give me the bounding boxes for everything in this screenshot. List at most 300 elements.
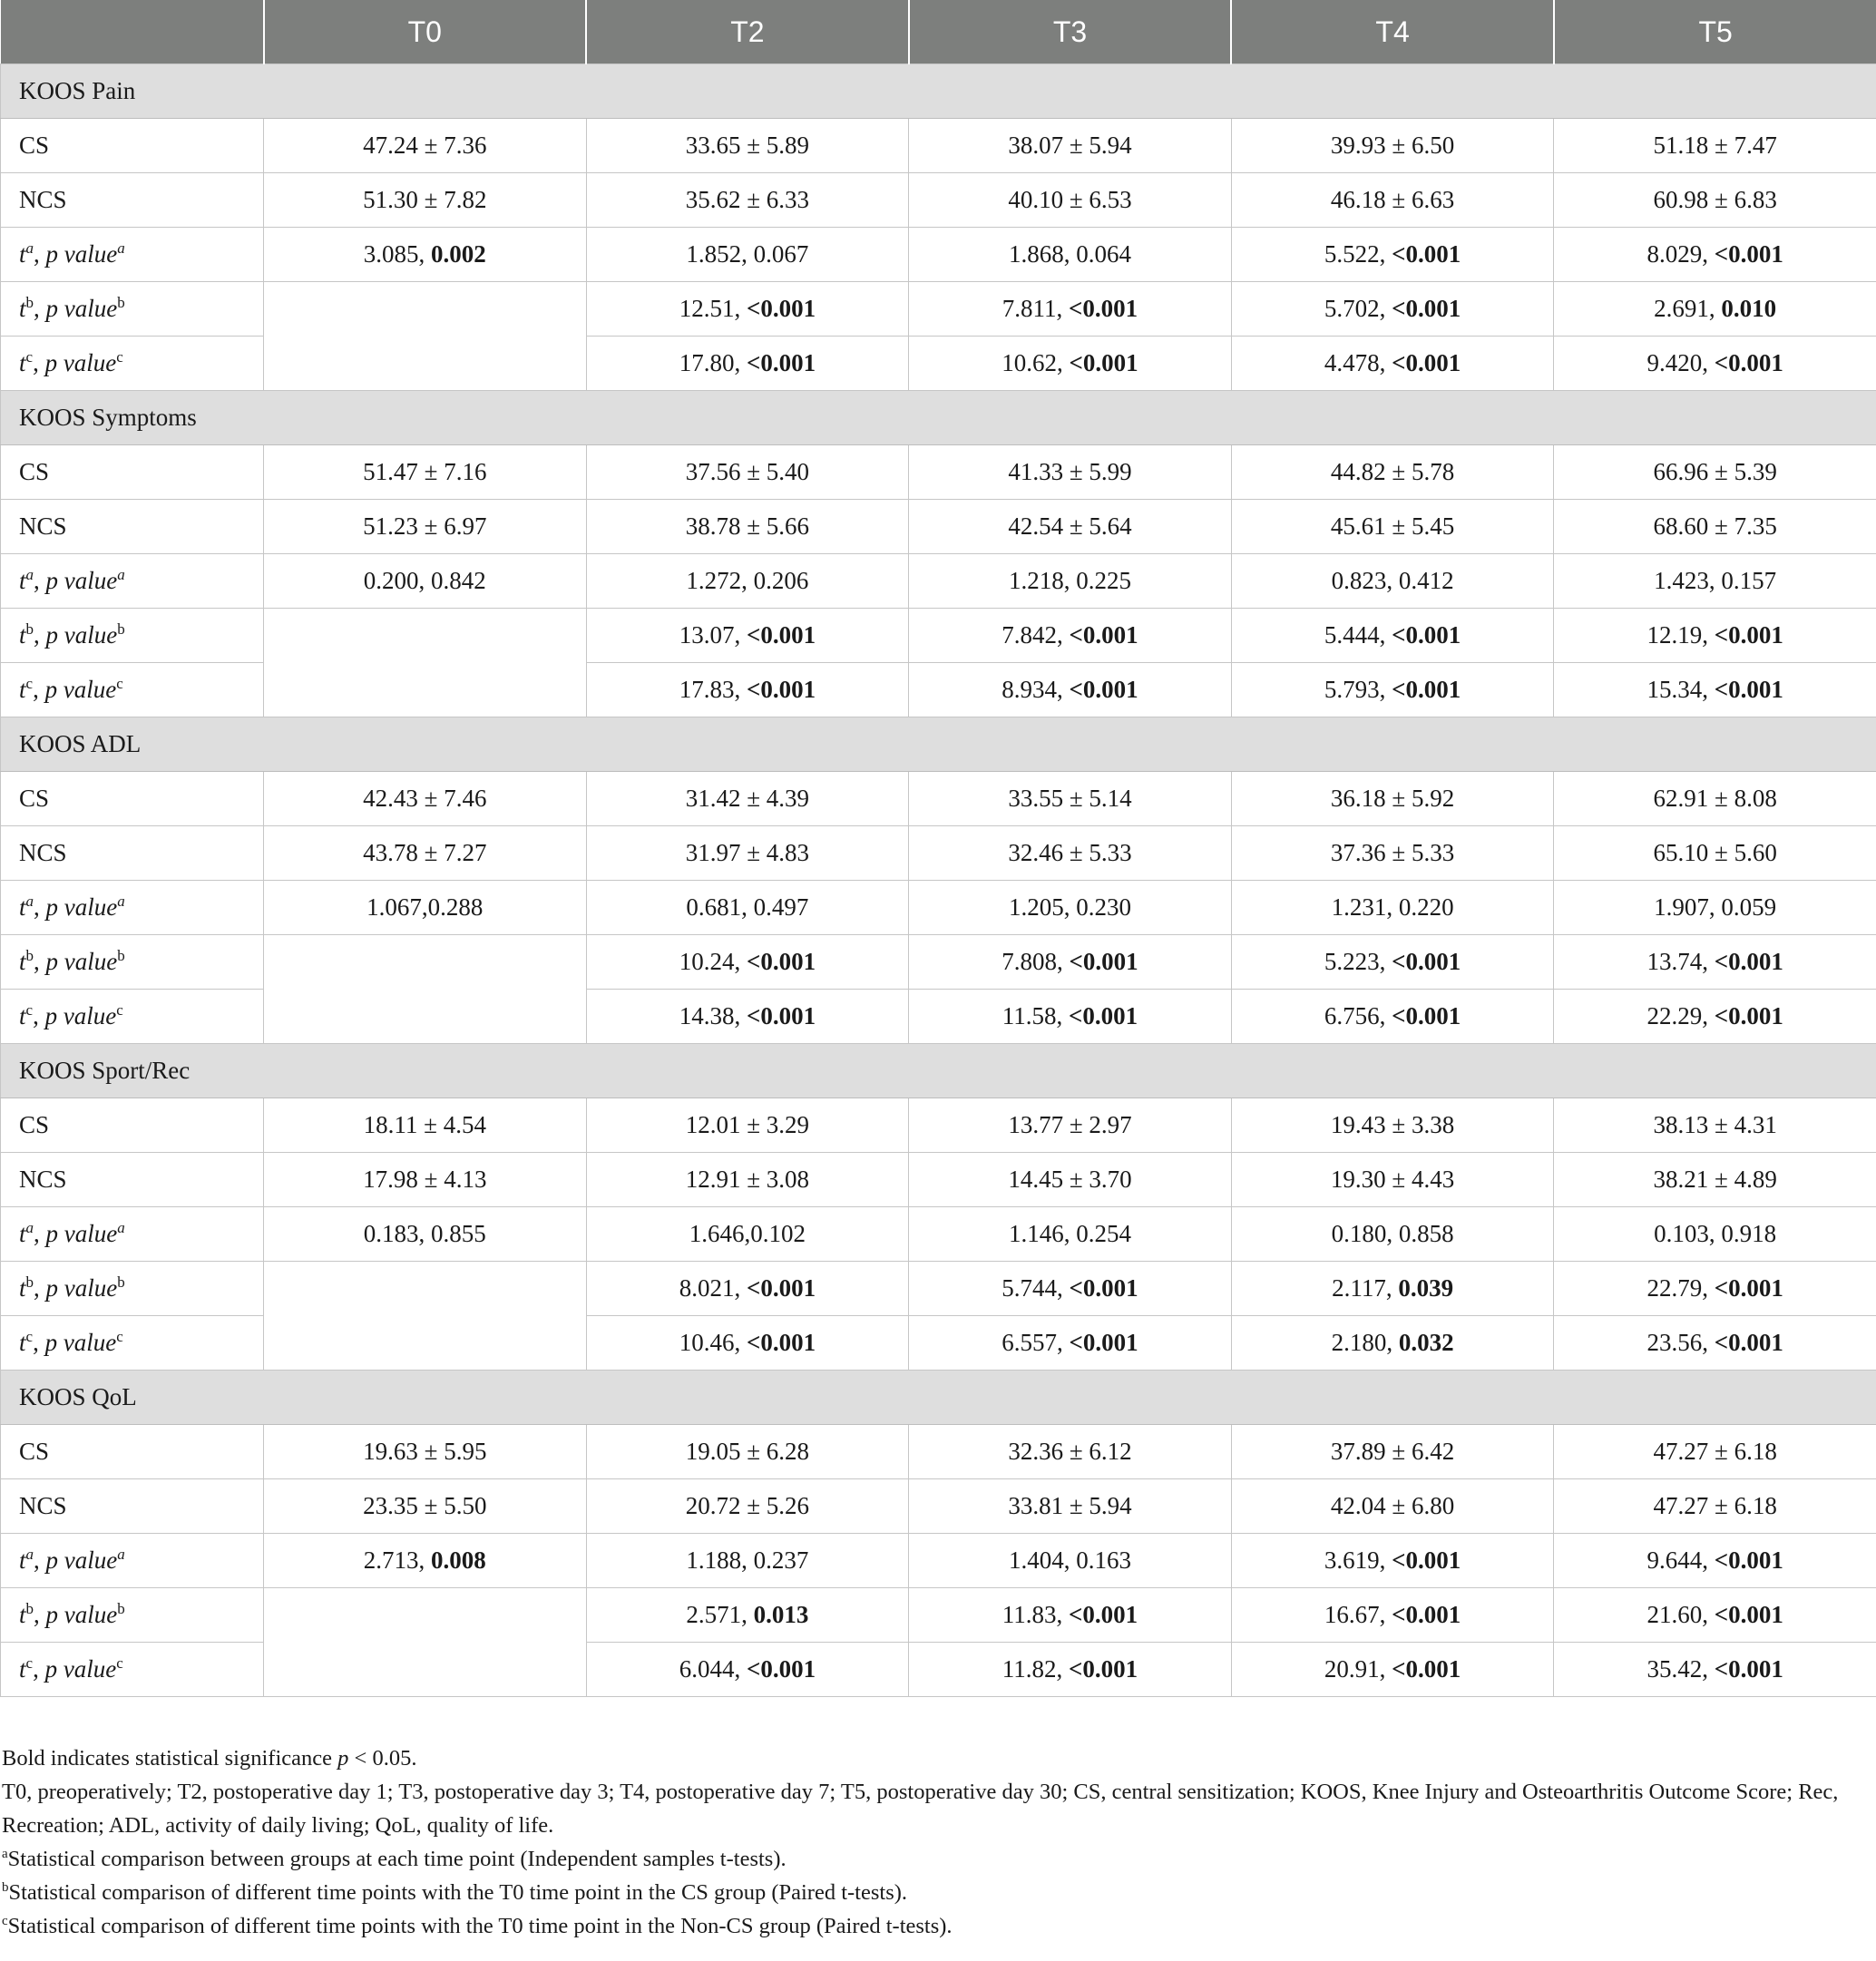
header-cell-t2: T2 [586,0,909,64]
p-value: <0.001 [746,295,816,322]
stat-cell [586,609,909,663]
mean-sd-cell: 47.27 ± 6.18 [1554,1479,1876,1534]
t-statistic: 23.56, [1646,1329,1715,1356]
row-label-cs: CS [1,119,264,173]
p-value: <0.001 [746,1329,816,1356]
p-value: 0.497 [753,893,809,921]
t-statistic: 1.231, [1331,893,1399,921]
stat-cell [1554,663,1876,717]
table-row-ncs [1,173,1876,228]
mean-sd-cell: 17.98 ± 4.13 [264,1153,587,1207]
p-value: 0.002 [431,240,486,268]
note-bold-p: p [337,1746,349,1771]
mean-sd-cell: 33.55 ± 5.14 [909,772,1232,826]
table-body [1,64,1876,1697]
p-value: <0.001 [1392,295,1461,322]
t-statistic: 1.067, [366,893,428,921]
stat-cell [1554,228,1876,282]
p-value: 0.230 [1076,893,1131,921]
stat-cell [264,554,587,609]
row-label-cs: CS [1,1425,264,1479]
table-row-ncs [1,500,1876,554]
mean-sd-cell: 43.78 ± 7.27 [264,826,587,881]
p-value: <0.001 [1714,240,1783,268]
t-statistic: 1.423, [1654,567,1722,594]
p-value: 0.067 [753,240,809,268]
mean-sd-cell: 19.63 ± 5.95 [264,1425,587,1479]
p-value-label: p value [44,1655,117,1683]
t-symbol: t [19,240,26,268]
t-statistic: 5.522, [1324,240,1392,268]
note-bold-significance [0,1741,1876,1775]
superscript-b: b [25,947,34,964]
t-statistic: 22.29, [1646,1002,1715,1029]
mean-sd-cell: 66.96 ± 5.39 [1554,445,1876,500]
row-label-t-b [1,1588,264,1643]
section-title: KOOS Symptoms [1,391,1876,445]
p-value: <0.001 [1714,349,1783,376]
separator: , [33,676,45,703]
separator: , [34,948,46,975]
t-statistic: 1.907, [1654,893,1722,921]
stat-cell [1231,1588,1554,1643]
t-statistic: 0.180, [1331,1220,1399,1247]
stat-cell [909,1262,1232,1316]
mean-sd-cell: 31.42 ± 4.39 [586,772,909,826]
mean-sd-cell: 41.33 ± 5.99 [909,445,1232,500]
mean-sd-cell: 32.46 ± 5.33 [909,826,1232,881]
stat-cell [1554,990,1876,1044]
section-header-row [1,391,1876,445]
separator: , [33,1329,45,1356]
p-value: 0.225 [1076,567,1131,594]
table-row-tb [1,1262,1876,1316]
t-statistic: 10.46, [679,1329,747,1356]
stat-cell [909,609,1232,663]
table-row-tb [1,935,1876,990]
stat-cell [264,881,587,935]
table-row-cs [1,772,1876,826]
t-statistic: 1.146, [1008,1220,1077,1247]
t-symbol: t [19,1601,26,1628]
p-value: <0.001 [1392,349,1461,376]
superscript-c: c [25,675,34,692]
p-value: 0.157 [1721,567,1777,594]
section-title: KOOS Pain [1,64,1876,119]
mean-sd-cell: 12.91 ± 3.08 [586,1153,909,1207]
p-value: <0.001 [1392,1601,1461,1628]
stat-cell [586,663,909,717]
superscript-b: b [25,294,34,311]
separator: , [33,349,45,376]
superscript-b: b [117,1600,125,1617]
mean-sd-cell: 19.43 ± 3.38 [1231,1098,1554,1153]
p-value: <0.001 [746,676,816,703]
t-statistic: 5.744, [1002,1274,1070,1302]
p-value: <0.001 [1714,621,1783,649]
t-symbol: t [19,893,26,921]
note-b-text: Statistical comparison of different time points with the T0 time point in the CS group (Paired t-tests). [8,1880,908,1905]
p-value: <0.001 [1069,1601,1138,1628]
stat-cell [1231,609,1554,663]
t-symbol: t [19,1274,26,1302]
p-value: <0.001 [1714,676,1783,703]
t-statistic: 0.103, [1654,1220,1722,1247]
p-value-label: p value [44,676,117,703]
t-statistic: 11.82, [1002,1655,1070,1683]
table-row-ta [1,554,1876,609]
table-row-cs [1,1098,1876,1153]
t-statistic: 1.646, [689,1220,751,1247]
separator: , [34,1220,46,1247]
p-value-label: p value [45,1601,118,1628]
superscript-c: c [116,1328,123,1345]
p-value: <0.001 [1392,1655,1461,1683]
row-label-t-b [1,1262,264,1316]
t-statistic: 1.852, [686,240,754,268]
t-statistic: 5.223, [1324,948,1392,975]
stat-cell [586,1207,909,1262]
superscript-b: b [25,1273,34,1291]
row-label-t-a [1,554,264,609]
separator: , [34,567,46,594]
t-statistic: 1.188, [686,1546,754,1574]
p-value: <0.001 [746,621,816,649]
t-statistic: 6.044, [679,1655,747,1683]
mean-sd-cell: 23.35 ± 5.50 [264,1479,587,1534]
table-row-ta [1,1534,1876,1588]
p-value: 0.842 [431,567,486,594]
mean-sd-cell: 51.30 ± 7.82 [264,173,587,228]
p-value: 0.039 [1398,1274,1454,1302]
t-statistic: 1.404, [1008,1546,1077,1574]
mean-sd-cell: 51.47 ± 7.16 [264,445,587,500]
stat-cell [1231,282,1554,337]
p-value: <0.001 [746,1002,816,1029]
superscript-c: c [25,1328,34,1345]
row-label-t-c [1,663,264,717]
row-label-cs: CS [1,445,264,500]
superscript-a: a [25,1546,34,1563]
t-statistic: 35.42, [1646,1655,1715,1683]
table-row-cs [1,445,1876,500]
stat-cell [909,1207,1232,1262]
superscript-a: a [25,893,34,910]
mean-sd-cell: 37.56 ± 5.40 [586,445,909,500]
separator: , [34,295,46,322]
p-value: <0.001 [1714,1546,1783,1574]
t-symbol: t [19,1329,26,1356]
blank-t0-cell [264,282,587,391]
row-label-ncs: NCS [1,1479,264,1534]
t-statistic: 0.823, [1331,567,1399,594]
p-value: <0.001 [1392,240,1461,268]
p-value: <0.001 [1392,676,1461,703]
p-value-label: p value [45,240,118,268]
row-label-t-c [1,1643,264,1697]
p-value: 0.013 [753,1601,809,1628]
p-value: <0.001 [1069,1329,1138,1356]
p-value: <0.001 [1714,1329,1783,1356]
mean-sd-cell: 44.82 ± 5.78 [1231,445,1554,500]
p-value-label: p value [45,893,118,921]
stat-cell [909,1643,1232,1697]
p-value: 0.010 [1721,295,1777,322]
stat-cell [1231,228,1554,282]
table-row-ncs [1,1153,1876,1207]
stat-cell [1554,1207,1876,1262]
mean-sd-cell: 37.89 ± 6.42 [1231,1425,1554,1479]
p-value-label: p value [45,1274,118,1302]
p-value: <0.001 [1714,948,1783,975]
note-abbreviations: T0, preoperatively; T2, postoperative day 1; T3, postoperative day 3; T4, postoperative day 7; T5, postoperative day 30; CS, central sensitization; KOOS, Knee Injury and Osteoarthritis Outcome Score; Rec, Recreation; ADL, activity of daily living; QoL, quality of life. [2,1780,1839,1838]
mean-sd-cell: 33.81 ± 5.94 [909,1479,1232,1534]
superscript-c: c [116,348,123,366]
mean-sd-cell: 38.13 ± 4.31 [1554,1098,1876,1153]
note-a [0,1842,1876,1876]
p-value-label: p value [44,349,117,376]
stat-cell [586,228,909,282]
stat-cell [909,228,1232,282]
t-statistic: 1.272, [686,567,754,594]
superscript-b: b [117,620,125,638]
separator: , [33,1655,45,1683]
stat-cell [586,554,909,609]
t-statistic: 13.07, [679,621,747,649]
t-statistic: 5.444, [1324,621,1392,649]
p-value: <0.001 [1069,1655,1138,1683]
row-label-t-a [1,1207,264,1262]
row-label-ncs: NCS [1,173,264,228]
p-value-label: p value [45,295,118,322]
stat-cell [909,990,1232,1044]
mean-sd-cell: 42.43 ± 7.46 [264,772,587,826]
row-label-t-b [1,609,264,663]
p-value: <0.001 [746,1274,816,1302]
row-label-ncs: NCS [1,500,264,554]
p-value-label: p value [45,948,118,975]
stat-cell [586,935,909,990]
row-label-cs: CS [1,772,264,826]
p-value: 0.918 [1721,1220,1777,1247]
blank-t0-cell [264,935,587,1044]
p-value: 0.858 [1398,1220,1454,1247]
stat-cell [1231,935,1554,990]
stat-cell [909,935,1232,990]
mean-sd-cell: 38.78 ± 5.66 [586,500,909,554]
p-value: 0.237 [753,1546,809,1574]
stat-cell [1554,282,1876,337]
p-value-label: p value [44,1329,117,1356]
mean-sd-cell: 68.60 ± 7.35 [1554,500,1876,554]
row-label-cs: CS [1,1098,264,1153]
t-symbol: t [19,676,26,703]
p-value: <0.001 [746,1655,816,1683]
p-value: <0.001 [1714,1002,1783,1029]
section-header-row [1,717,1876,772]
t-statistic: 7.842, [1002,621,1070,649]
section-title: KOOS QoL [1,1371,1876,1425]
mean-sd-cell: 38.21 ± 4.89 [1554,1153,1876,1207]
mean-sd-cell: 35.62 ± 6.33 [586,173,909,228]
stat-cell [586,1588,909,1643]
separator: , [34,240,46,268]
p-value-label: p value [45,1546,118,1574]
stat-cell [909,1316,1232,1371]
t-statistic: 4.478, [1324,349,1392,376]
row-label-t-c [1,1316,264,1371]
mean-sd-cell: 60.98 ± 6.83 [1554,173,1876,228]
p-value: <0.001 [1392,948,1461,975]
t-statistic: 11.58, [1002,1002,1070,1029]
p-value: <0.001 [1069,1002,1138,1029]
t-statistic: 20.91, [1324,1655,1392,1683]
section-header-row [1,64,1876,119]
stat-cell [586,881,909,935]
t-statistic: 7.811, [1002,295,1070,322]
stat-cell [1231,1207,1554,1262]
t-statistic: 2.713, [363,1546,432,1574]
t-statistic: 5.702, [1324,295,1392,322]
p-value-label: p value [45,1220,118,1247]
superscript-b: b [117,947,125,964]
p-value: 0.855 [431,1220,486,1247]
mean-sd-cell: 13.77 ± 2.97 [909,1098,1232,1153]
stat-cell [909,1534,1232,1588]
p-value: 0.412 [1398,567,1454,594]
section-header-row [1,1044,1876,1098]
stat-cell [1231,881,1554,935]
row-label-ncs: NCS [1,1153,264,1207]
p-value: 0.008 [431,1546,486,1574]
t-symbol: t [19,349,26,376]
stat-cell [264,1534,587,1588]
row-label-t-b [1,282,264,337]
blank-t0-cell [264,1588,587,1697]
t-statistic: 11.83, [1002,1601,1070,1628]
superscript-a: a [117,893,125,910]
p-value: <0.001 [746,948,816,975]
t-statistic: 2.117, [1332,1274,1399,1302]
p-value: 0.163 [1076,1546,1131,1574]
separator: , [34,1274,46,1302]
t-symbol: t [19,1002,26,1029]
stat-cell [1231,1316,1554,1371]
t-statistic: 0.200, [363,567,432,594]
t-symbol: t [19,948,26,975]
mean-sd-cell: 46.18 ± 6.63 [1231,173,1554,228]
blank-t0-cell [264,1262,587,1371]
stat-cell [1554,1534,1876,1588]
stat-cell [586,990,909,1044]
t-statistic: 3.085, [363,240,432,268]
mean-sd-cell: 19.30 ± 4.43 [1231,1153,1554,1207]
superscript-a: a [117,1546,125,1563]
note-a-mark: a [2,1846,8,1861]
superscript-b: b [117,1273,125,1291]
t-statistic: 2.691, [1654,295,1722,322]
note-c [0,1909,1876,1943]
mean-sd-cell: 62.91 ± 8.08 [1554,772,1876,826]
table-row-tb [1,282,1876,337]
separator: , [33,1002,45,1029]
mean-sd-cell: 33.65 ± 5.89 [586,119,909,173]
p-value: <0.001 [1714,1655,1783,1683]
p-value: <0.001 [1069,349,1138,376]
p-value: <0.001 [1069,621,1138,649]
note-c-text: Statistical comparison of different time points with the T0 time point in the Non-CS group (Paired t-tests). [7,1914,953,1938]
table-row-tb [1,609,1876,663]
stat-cell [1231,1262,1554,1316]
stat-cell [1554,1588,1876,1643]
note-bold-threshold: < 0.05. [348,1746,417,1771]
t-statistic: 9.420, [1646,349,1715,376]
mean-sd-cell: 12.01 ± 3.29 [586,1098,909,1153]
separator: , [34,1546,46,1574]
mean-sd-cell: 20.72 ± 5.26 [586,1479,909,1534]
section-header-row [1,1371,1876,1425]
header-row [1,0,1876,64]
superscript-a: a [25,566,34,583]
note-a-text: Statistical comparison between groups at each time point (Independent samples t-tests). [7,1847,787,1871]
header-cell-blank [1,0,264,64]
t-symbol: t [19,1546,26,1574]
p-value: <0.001 [746,349,816,376]
superscript-b: b [25,620,34,638]
t-statistic: 8.029, [1646,240,1715,268]
superscript-a: a [25,239,34,257]
t-statistic: 1.218, [1008,567,1077,594]
p-value: <0.001 [1069,1274,1138,1302]
stat-cell [909,881,1232,935]
mean-sd-cell: 37.36 ± 5.33 [1231,826,1554,881]
p-value: <0.001 [1069,295,1138,322]
stat-cell [586,1316,909,1371]
stat-cell [1554,1316,1876,1371]
superscript-c: c [116,675,123,692]
p-value: 0.206 [753,567,809,594]
header-cell-t3: T3 [909,0,1232,64]
mean-sd-cell: 31.97 ± 4.83 [586,826,909,881]
row-label-t-c [1,990,264,1044]
mean-sd-cell: 45.61 ± 5.45 [1231,500,1554,554]
mean-sd-cell: 32.36 ± 6.12 [909,1425,1232,1479]
stat-cell [1554,337,1876,391]
separator: , [34,1601,46,1628]
separator: , [34,893,46,921]
t-symbol: t [19,295,26,322]
row-label-t-a [1,228,264,282]
t-statistic: 10.24, [679,948,747,975]
t-statistic: 17.83, [679,676,747,703]
superscript-c: c [116,1001,123,1019]
t-statistic: 22.79, [1646,1274,1715,1302]
t-statistic: 0.183, [363,1220,432,1247]
superscript-c: c [25,1654,34,1672]
stat-cell [1231,337,1554,391]
t-statistic: 1.205, [1008,893,1077,921]
mean-sd-cell: 36.18 ± 5.92 [1231,772,1554,826]
p-value: <0.001 [1392,1546,1461,1574]
mean-sd-cell: 42.54 ± 5.64 [909,500,1232,554]
row-label-t-a [1,1534,264,1588]
p-value: <0.001 [1069,676,1138,703]
table-footnotes [0,1741,1876,1943]
stat-cell [1554,935,1876,990]
p-value: <0.001 [1392,1002,1461,1029]
blank-t0-cell [264,609,587,717]
stat-cell [909,337,1232,391]
